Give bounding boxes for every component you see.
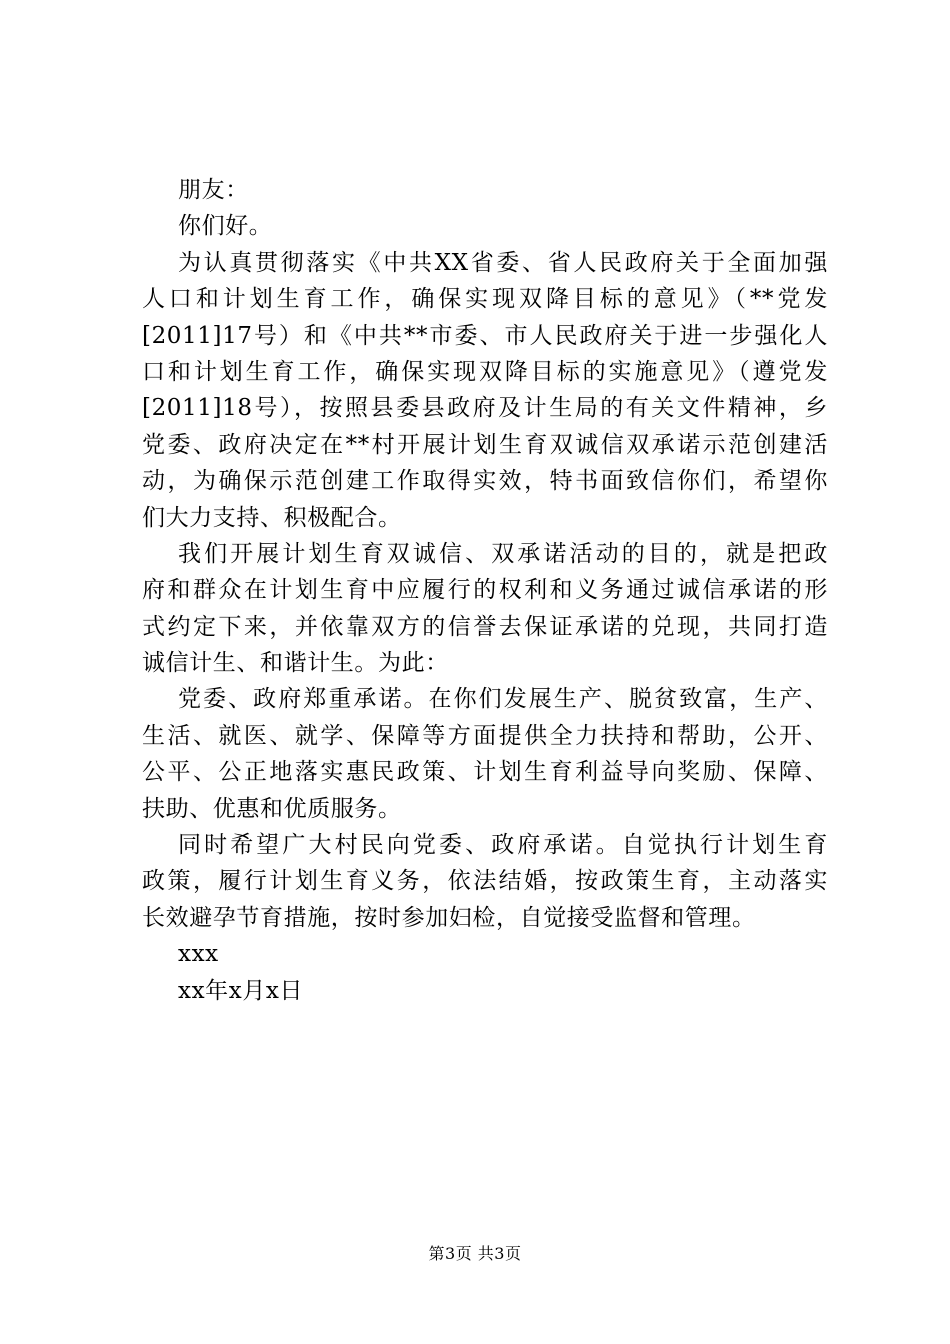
paragraph-4-line: 政策，履行计划生育义务，依法结婚，按政策生育，主动落实 — [142, 868, 828, 895]
page-number-footer: 第3页 共3页 — [428, 1244, 522, 1263]
paragraph-2-line: 我们开展计划生育双诚信、双承诺活动的目的，就是把政 — [178, 540, 828, 567]
paragraph-3-line: 公平、公正地落实惠民政策、计划生育利益导向奖励、保障、 — [142, 759, 828, 786]
paragraph-1-line: 人口和计划生育工作，确保实现双降目标的意见》（**党发 — [142, 286, 828, 313]
letter-date: xx年x月x日 — [178, 977, 304, 1004]
letter-body — [142, 172, 828, 1009]
paragraph-4-line: 同时希望广大村民向党委、政府承诺。自觉执行计划生育 — [178, 832, 828, 859]
paragraph-1-line: [2011]18号），按照县委县政府及计生局的有关文件精神，乡 — [142, 395, 828, 422]
paragraph-3-line: 生活、就医、就学、保障等方面提供全力扶持和帮助，公开、 — [142, 722, 828, 749]
paragraph-2-line: 诚信计生、和谐计生。为此： — [142, 650, 449, 677]
paragraph-3-line: 扶助、优惠和优质服务。 — [142, 795, 402, 822]
paragraph-1-line: 们大力支持、积极配合。 — [142, 504, 402, 531]
salutation: 你们好。 — [178, 213, 273, 240]
paragraph-2-line: 式约定下来，并依靠双方的信誉去保证承诺的兑现，共同打造 — [142, 613, 828, 640]
paragraph-1-line: 党委、政府决定在**村开展计划生育双诚信双承诺示范创建活 — [142, 431, 828, 458]
paragraph-1-line: 口和计划生育工作，确保实现双降目标的实施意见》（遵党发 — [142, 358, 828, 385]
paragraph-1-line: 动，为确保示范创建工作取得实效，特书面致信你们，希望你 — [142, 468, 828, 495]
paragraph-3-line: 党委、政府郑重承诺。在你们发展生产、脱贫致富，生产、 — [178, 686, 828, 713]
paragraph-2-line: 府和群众在计划生育中应履行的权利和义务通过诚信承诺的形 — [142, 577, 828, 604]
paragraph-1-line: 为认真贯彻落实《中共XX省委、省人民政府关于全面加强 — [178, 249, 828, 276]
greeting: 朋友： — [178, 177, 249, 203]
paragraph-4-line: 长效避孕节育措施，按时参加妇检，自觉接受监督和管理。 — [142, 904, 756, 931]
signature: xxx — [178, 941, 219, 968]
paragraph-1-line: [2011]17号）和《中共**市委、市人民政府关于进一步强化人 — [142, 322, 828, 349]
